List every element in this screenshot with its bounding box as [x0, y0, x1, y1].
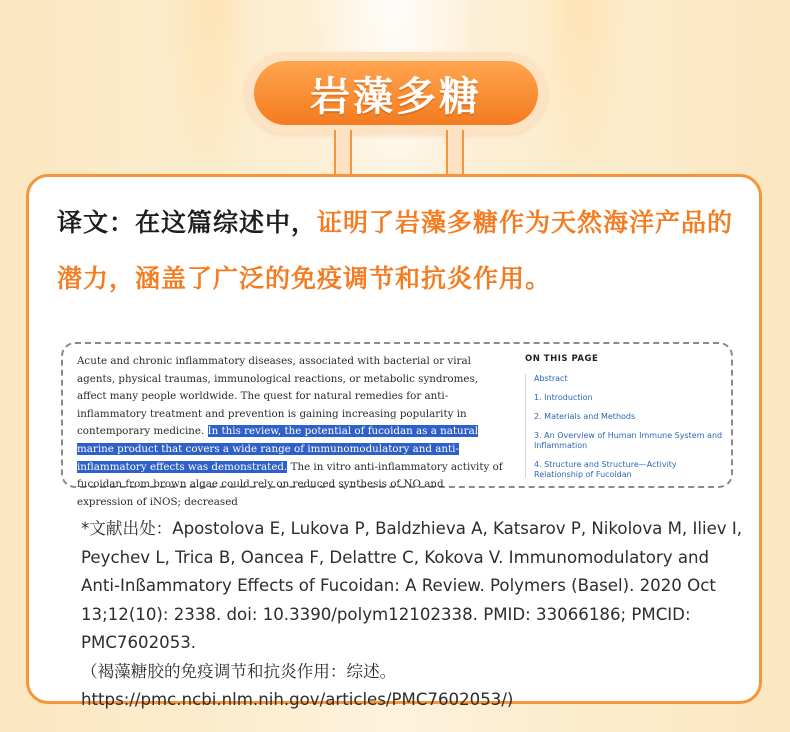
toc-list — [525, 374, 725, 478]
article-abstract-text — [77, 353, 503, 511]
banner-connector-left — [334, 130, 352, 176]
abstract-after-selection: The in vitro anti-inflammatory activity of fucoidan from brown algae could rely on reduced synthesis of NO and expression of iNOS; decreased — [77, 460, 503, 508]
toc-link-introduction[interactable]: 1. Introduction — [534, 393, 593, 402]
content-card — [26, 174, 762, 709]
citation-chinese-title: （褐藻糖胶的免疫调节和抗炎作用：综述。 — [81, 661, 397, 681]
banner-pill — [254, 61, 538, 125]
title-banner — [245, 52, 547, 134]
toc-link-structure[interactable]: 4. Structure and Structure—Activity Relationship of Fucoidan — [534, 460, 677, 479]
abstract-before-selection: Acute and chronic inflammatory diseases, associated with bacterial or viral agents, physical traumas, immunological reactions, or metabolic syndromes, affect many people worldwide. The quest for natural remedies for anti-inflammatory treatment and prevention is gaining increasing popularity in contemporary medicine. — [77, 355, 479, 438]
citation-block — [81, 515, 745, 715]
toc-link-materials-methods[interactable]: 2. Materials and Methods — [534, 412, 636, 421]
translation-text — [57, 195, 747, 307]
abstract-selected-text: In this review, the potential of fucoidan as a natural marine product that covers a wide range of immunomodulatory and anti-inflammatory effects was demonstrated. — [77, 425, 479, 473]
banner-title: 岩藻多糖 — [310, 73, 482, 120]
citation-url: https://pmc.ncbi.nlm.nih.gov/articles/PMC7602053/) — [81, 690, 514, 709]
toc-link-immune-overview[interactable]: 3. An Overview of Human Immune System and Inflammation — [534, 431, 723, 450]
translation-highlight: 证明了岩藻多糖作为天然海洋产品的潜力，涵盖了广泛的免疫调节和抗炎作用。 — [57, 208, 734, 293]
on-this-page-panel — [525, 354, 725, 478]
translation-prefix: 译文：在这篇综述中， — [57, 208, 318, 237]
toc-link-abstract[interactable]: Abstract — [534, 374, 568, 383]
banner-connector-right — [446, 130, 464, 176]
toc-heading: ON THIS PAGE — [525, 354, 599, 364]
article-excerpt-screenshot — [61, 342, 733, 508]
citation-reference: *文献出处：Apostolova E, Lukova P, Baldzhieva A, Katsarov P, Nikolova M, Iliev I, Peychev L, Trica B, Oancea F, Delattre C, Kokova V. Immunomodulatory and Anti-Inßammatory Effects of Fucoidan: A Review. Polymers (Basel). 2020 Oct 13;12(10): 2338. doi: 10.3390/polym12102338. PMID: 33066186; PMCID: PMC7602053. — [81, 519, 743, 652]
